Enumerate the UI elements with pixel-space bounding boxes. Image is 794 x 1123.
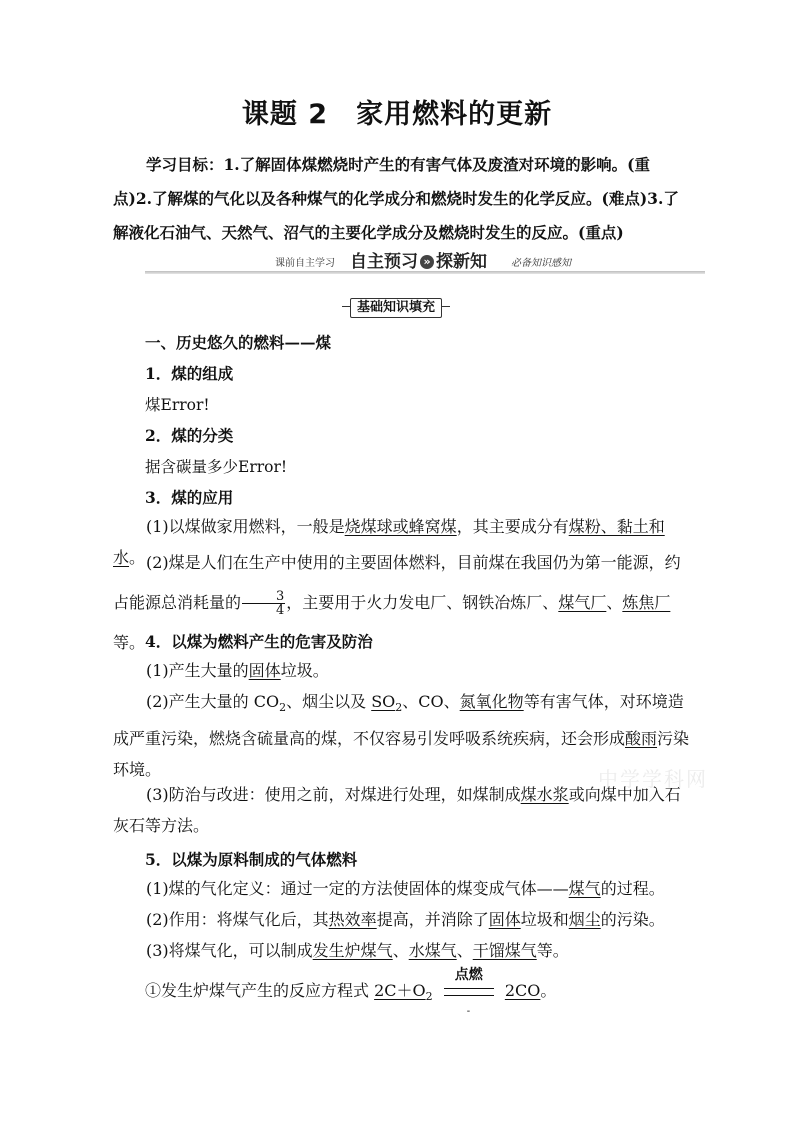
text: 、烟尘以及 bbox=[286, 692, 372, 711]
equation-lhs bbox=[374, 981, 433, 1004]
equation-rhs: 2CO bbox=[504, 981, 541, 1000]
answer: 酸雨 bbox=[625, 729, 658, 749]
text: 或向煤中加入石灰石等方法。 bbox=[113, 785, 681, 835]
text: (2)作用：将煤气化后，其 bbox=[146, 910, 329, 929]
answer: 固体 bbox=[488, 910, 521, 929]
answer: 烧煤球或蜂窝煤 bbox=[344, 517, 457, 536]
text: 、CO、 bbox=[402, 692, 460, 711]
fraction-numerator: 3 bbox=[242, 590, 285, 604]
text: (3)防治与改进：使用之前，对煤进行处理，如煤制成 bbox=[146, 785, 521, 804]
text: ，其主要成分有 bbox=[456, 517, 569, 536]
text: 、 bbox=[392, 941, 409, 960]
s5-title: 5．以煤为原料制成的气体燃料 bbox=[145, 850, 358, 869]
banner-title-part2: 探新知 bbox=[436, 252, 487, 272]
banner-right-text: 必备知识感知 bbox=[511, 258, 571, 269]
subscript: 2 bbox=[279, 701, 287, 715]
text: 垃圾。 bbox=[280, 661, 329, 680]
text: 垃圾和 bbox=[520, 910, 569, 929]
s1-title: 1．煤的组成 bbox=[145, 364, 234, 383]
s5-paragraph-2 bbox=[113, 904, 691, 935]
text: (3)将煤气化，可以制成 bbox=[146, 941, 313, 960]
s4-title: 4．以煤为燃料产生的危害及防治 bbox=[145, 632, 373, 651]
banner-title-part1: 自主预习 bbox=[350, 252, 418, 272]
subscript: 2 bbox=[425, 990, 433, 1004]
banner-left-text: 课前自主学习 bbox=[275, 258, 335, 269]
s1-body: 煤Error! bbox=[145, 396, 210, 414]
answer: 煤粉、黏土和水 bbox=[113, 517, 665, 567]
equation-prefix: ①发生炉煤气产生的反应方程式 bbox=[145, 981, 370, 1000]
s3-title: 3．煤的应用 bbox=[145, 488, 234, 507]
text: 、 bbox=[456, 941, 473, 960]
text: 、 bbox=[606, 593, 623, 612]
text: 等。 bbox=[536, 941, 569, 960]
answer: 发生炉煤气 bbox=[312, 941, 393, 960]
watermark: 中学学科网 bbox=[598, 767, 708, 791]
lhs-text: 2C＋O bbox=[374, 981, 426, 1000]
text: 污染环境。 bbox=[113, 729, 690, 780]
text: (1)煤的气化定义：通过一定的方法使固体的煤变成气体—— bbox=[146, 879, 569, 898]
text: (2)煤是人们在生产中使用的主要固体燃料，目前煤在我国仍为第一能源，约占能源总消耗量的 bbox=[113, 553, 681, 612]
text: 的污染。 bbox=[600, 910, 665, 929]
fraction-denominator: 4 bbox=[276, 603, 285, 618]
text: (1)产生大量的 bbox=[146, 661, 249, 680]
answer: 烟尘 bbox=[568, 910, 601, 929]
answer: 煤气厂 bbox=[558, 593, 607, 612]
text: 等有害气体，对环境造成严重污染，燃烧含硫量高的煤，不仅容易引发呼吸系统疾病，还会形成 bbox=[113, 692, 684, 749]
reaction-equation bbox=[145, 967, 557, 1017]
answer bbox=[371, 692, 403, 715]
condition-dash: - bbox=[466, 1006, 471, 1017]
section-label bbox=[342, 296, 450, 318]
answer: 煤水浆 bbox=[520, 785, 569, 804]
text: 提高，并消除了 bbox=[376, 910, 489, 929]
answer: 水煤气 bbox=[408, 941, 457, 960]
text: 等。 bbox=[113, 633, 146, 652]
reaction-condition bbox=[444, 967, 494, 1017]
equals-bars bbox=[444, 988, 494, 996]
banner-title bbox=[350, 247, 487, 272]
text: (2)产生大量的 CO bbox=[146, 692, 280, 711]
s5-paragraph-3 bbox=[113, 935, 691, 966]
answer: 热效率 bbox=[328, 910, 377, 929]
answer: 煤气 bbox=[568, 879, 601, 898]
heading-coal: 一、历史悠久的燃料——煤 bbox=[145, 333, 332, 352]
section-label-box: 基础知识填充 bbox=[350, 298, 442, 318]
answer: 干馏煤气 bbox=[472, 941, 537, 960]
section-banner bbox=[145, 246, 705, 278]
text: 。 bbox=[129, 548, 146, 567]
answer-text: SO bbox=[371, 692, 396, 711]
text: (1)以煤做家用燃料，一般是 bbox=[146, 517, 345, 536]
label-tick-left bbox=[342, 306, 350, 307]
text: ，主要用于火力发电厂、钢铁冶炼厂、 bbox=[286, 593, 559, 612]
equation-end: 。 bbox=[540, 981, 557, 1000]
page-title: 课题 2 家用燃料的更新 bbox=[241, 99, 553, 130]
label-tick-right bbox=[442, 306, 450, 307]
s2-title: 2．煤的分类 bbox=[145, 426, 234, 445]
answer: 炼焦厂 bbox=[622, 593, 671, 612]
subscript: 2 bbox=[395, 701, 403, 715]
text: 的过程。 bbox=[600, 879, 665, 898]
answer: 固体 bbox=[248, 661, 281, 680]
s2-body: 据含碳量多少Error! bbox=[145, 458, 288, 476]
answer: 氮氧化物 bbox=[459, 692, 524, 711]
condition-label: 点燃 bbox=[454, 967, 483, 983]
fraction bbox=[242, 590, 285, 617]
learning-objectives: 学习目标：1.了解固体煤燃烧时产生的有害气体及废渣对环境的影响。(重点)2.了解煤的气化以及各种煤气的化学成分和燃烧时发生的化学反应。(难点)3.了解液化石油气、天然气、沼气的主要化学成分及燃烧时发生的反应。(重点) bbox=[113, 155, 679, 242]
s5-paragraph-1 bbox=[113, 873, 691, 904]
s4-paragraph-1 bbox=[113, 655, 691, 686]
double-chevron-icon: » bbox=[420, 255, 434, 269]
